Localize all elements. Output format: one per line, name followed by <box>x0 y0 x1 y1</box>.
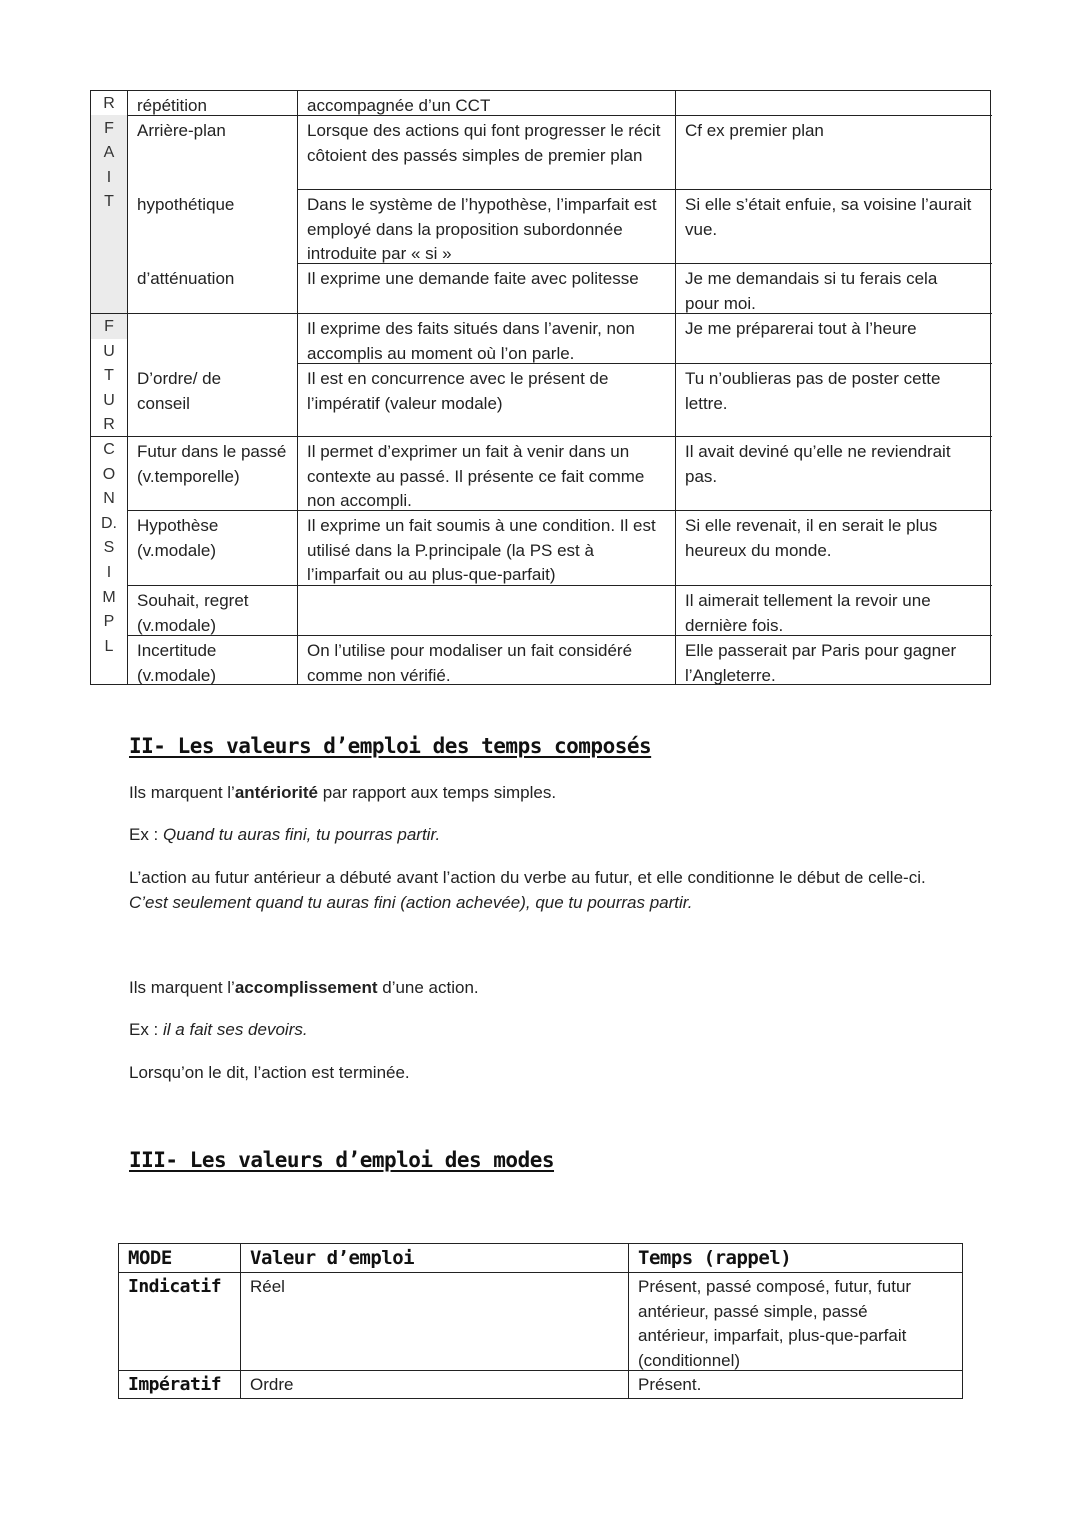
table-cell-value: Hypothèse (v.modale) <box>137 516 219 560</box>
mode-imperatif: Impératif <box>128 1374 222 1395</box>
table-cell-value: Futur dans le passé (v.temporelle) <box>137 442 287 486</box>
table-cell-explanation: Il exprime un fait soumis à une condition. Il est utilisé dans la P.principale (la PS est à l’imparfait ou au plus-que-parfait) <box>307 516 656 585</box>
table-cell-explanation: Il exprime une demande faite avec politesse <box>307 269 639 288</box>
table-cell-example: Je me préparerai tout à l’heure <box>685 319 917 338</box>
table-cell-value: Incertitude (v.modale) <box>137 641 217 685</box>
table-cell-example: Elle passerait par Paris pour gagner l’Angleterre. <box>685 641 957 685</box>
table-cell-example: Si elle revenait, il en serait le plus heureux du monde. <box>685 516 938 560</box>
value-indicatif: Réel <box>250 1277 285 1296</box>
paragraph-futur-anterieur: L’action au futur antérieur a débuté avant l’action du verbe au futur, et elle conditionne le début de celle-ci. C’est seulement quand tu auras fini (action achevée), que tu pourras partir. <box>129 868 926 912</box>
table-cell-value: Arrière-plan <box>137 121 226 140</box>
header-mode: MODE <box>128 1247 172 1269</box>
paragraph-finished: Lorsqu’on le dit, l’action est terminée. <box>129 1063 410 1082</box>
header-tenses: Temps (rappel) <box>638 1247 792 1269</box>
table-cell-value: d’atténuation <box>137 269 235 288</box>
mode-indicatif: Indicatif <box>128 1276 222 1297</box>
section-2-title: II- Les valeurs d’emploi des temps composés <box>129 734 652 758</box>
paragraph-anteriority: Ils marquent l’antériorité par rapport aux temps simples. <box>129 783 557 802</box>
table-cell-example: Je me demandais si tu ferais cela pour moi. <box>685 269 938 313</box>
table-cell-explanation: Il est en concurrence avec le présent de l’impératif (valeur modale) <box>307 369 609 413</box>
value-imperatif: Ordre <box>250 1375 294 1394</box>
table-cell-example: Tu n’oublieras pas de poster cette lettre. <box>685 369 941 413</box>
table-cell-example: Il avait deviné qu’elle ne reviendrait pas. <box>685 442 951 486</box>
modes-table <box>118 1243 963 1399</box>
tenses-imperatif: Présent. <box>638 1375 702 1394</box>
tenses-indicatif: Présent, passé composé, futur, futur antérieur, passé simple, passé antérieur, imparfait, plus-que-parfait (conditionnel) <box>638 1277 912 1370</box>
paragraph-accomplishment: Ils marquent l’accomplissement d’une action. <box>129 978 479 997</box>
table-cell-explanation: Lorsque des actions qui font progresser le récit côtoient des passés simples de premier plan <box>307 121 661 165</box>
conditionnel-letters: C O N D. S I M P L <box>101 441 117 655</box>
table-cell-example: Il aimerait tellement la revoir une dernière fois. <box>685 591 931 635</box>
example-1: Ex : Quand tu auras fini, tu pourras partir. <box>129 825 441 844</box>
section-3-title: III- Les valeurs d’emploi des modes <box>129 1148 555 1172</box>
table-cell-value: D’ordre/ de conseil <box>137 369 222 413</box>
table-cell-example: Cf ex premier plan <box>685 121 824 140</box>
table-cell-value: Souhait, regret (v.modale) <box>137 591 249 635</box>
tense-values-table <box>90 90 991 685</box>
table-cell-explanation: Il permet d’exprimer un fait à venir dans un contexte au passé. Il présente ce fait comme non accompli. <box>307 442 645 511</box>
example-2: Ex : il a fait ses devoirs. <box>129 1020 308 1039</box>
imparfait-letters: R F A I T <box>103 95 115 211</box>
table-cell-value: répétition <box>137 96 207 115</box>
table-cell-example: Si elle s’était enfuie, sa voisine l’aurait vue. <box>685 195 972 239</box>
futur-letters: F U T U R <box>103 318 115 434</box>
table-cell-value: hypothétique <box>137 195 235 214</box>
table-cell-explanation: Il exprime des faits situés dans l’avenir, non accomplis au moment où l’on parle. <box>307 319 635 363</box>
table-cell-explanation: On l’utilise pour modaliser un fait considéré comme non vérifié. <box>307 641 633 685</box>
table-cell-explanation: Dans le système de l’hypothèse, l’imparfait est employé dans la proposition subordonnée introduite par « si » <box>307 195 657 264</box>
table-cell-explanation: accompagnée d’un CCT <box>307 96 491 115</box>
header-value: Valeur d’emploi <box>250 1247 415 1269</box>
